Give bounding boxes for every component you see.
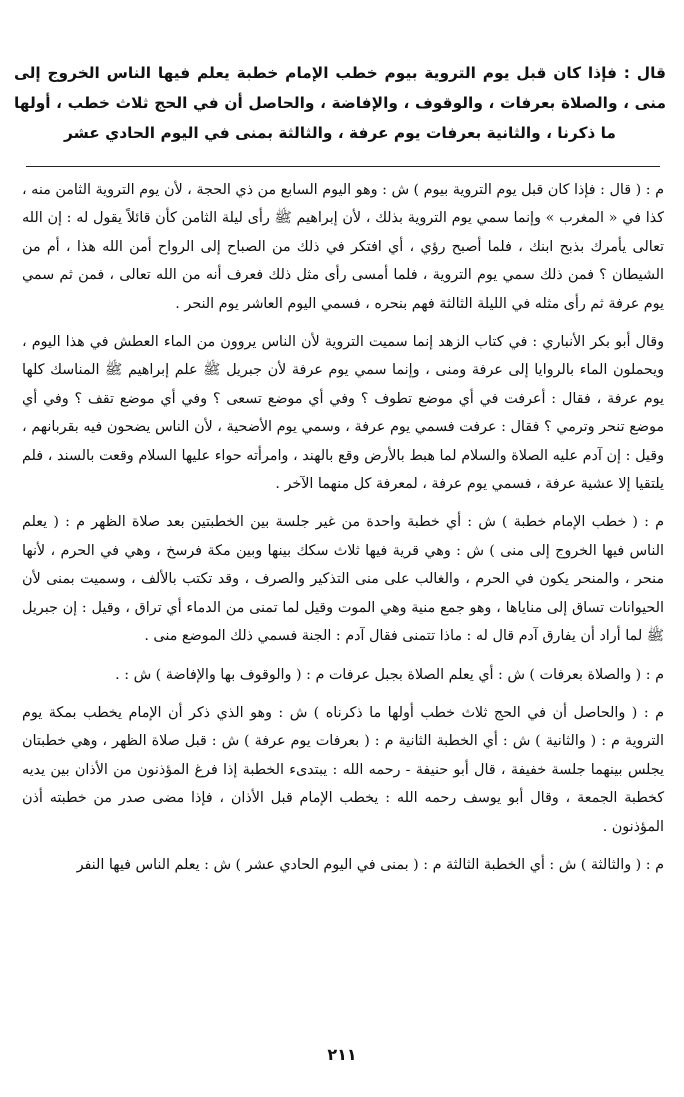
- paragraph: م : ( والثالثة ) ش : أي الخطبة الثالثة م : ( بمنى في اليوم الحادي عشر ) ش : يعلم الناس فيها النفر: [76, 856, 664, 873]
- matn-text: قال : فإذا كان قبل يوم التروية بيوم خطب الإمام خطبة يعلم فيها الناس الخروج إلى منى ، والصلاة بعرفات ، والوقوف ، والإفاضة ، والحاصل أن في الحج ثلاث خطب ، أولها ما ذكرنا ، والثانية بعرفات يوم عرفة ، والثالثة بمنى في اليوم الحادي عشر: [14, 64, 666, 142]
- paragraph: م : ( خطب الإمام خطبة ) ش : أي خطبة واحدة من غير جلسة بين الخطبتين بعد صلاة الظهر م : ( يعلم الناس فيها الخروج إلى منى ) ش : وهي قرية فيها ثلاث سكك بينها وبين مكة فرسخ ، وهي في الحرم ، لأنها منحر ، والمنحر يكون في الحرم ، والغالب على منى التذكير والصرف ، وقد تكتب بالألف ، وسميت بمنى لأن الحيوانات تساق إلى مناياها ، وهو جمع منية وهي الموت وقيل لما تمنى من الدماء أي تراق ، وقيل : إن جبريل ﷺ لما أراد أن يفارق آدم قال له : ماذا تتمنى فقال آدم : الجنة فسمي ذلك الموضع منى .: [22, 514, 664, 645]
- paragraph: وقال أبو بكر الأنباري : في كتاب الزهد إنما سميت التروية لأن الناس يروون من الماء العطش في هذا اليوم ، ويحملون الماء بالروايا إلى عرفة ومنى ، وإنما سمي يوم عرفة لأن جبريل ﷺ علم إبراهيم ﷺ المناسك كلها يوم عرفة ، فقال : أعرفت في أي موضع تطوف ؟ وفي أي موضع تسعى ؟ وفي أي موضع تقف ؟ وفي أي موضع تنحر وترمي ؟ فقال : عرفت فسمي يوم عرفة ، وسمي يوم الأضحية ، لأن الناس يضحون فيه بقربانهم ، وقيل : إن آدم عليه الصلاة والسلام لما هبط بالأرض وقع بالهند ، وامرأته حواء عليها السلام وقعت بالسند ، فلم يلتقيا إلا عشية عرفة ، فسمي يوم عرفة ، لمعرفة كل منهما الآخر .: [22, 334, 664, 493]
- paragraph: م : ( والحاصل أن في الحج ثلاث خطب أولها ما ذكرناه ) ش : وهو الذي ذكر أن الإمام يخطب بمكة يوم التروية م : ( والثانية ) ش : أي الخطبة الثانية م : ( بعرفات يوم عرفة ) ش : قبل صلاة الظهر ، وهي خطبتان يجلس بينهما جلسة خفيفة ، قال أبو حنيفة - رحمه الله : يبتدىء الخطبة إذا فرغ المؤذنون من الأذان بين يديه كخطبة الجمعة ، وقال أبو يوسف رحمه الله : يخطب الإمام قبل الأذان ، فإذا مضى صدر من خطبته أذن المؤذنون .: [22, 704, 664, 835]
- commentary-body: [22, 176, 664, 889]
- paragraph: م : ( والصلاة بعرفات ) ش : أي يعلم الصلاة بجبل عرفات م : ( والوقوف بها والإفاضة ) ش : .: [115, 666, 664, 683]
- separator-line: [26, 166, 660, 167]
- page-number: ٢١١: [327, 1045, 357, 1064]
- paragraph: م : ( قال : فإذا كان قبل يوم التروية بيوم ) ش : وهو اليوم السابع من ذي الحجة ، لأن يوم التروية الثامن منه ، كذا في « المغرب » وإنما سمي يوم التروية بذلك ، لأن إبراهيم ﷺ رأى ليلة الثامن كأن قائلاً يقول له : إن الله تعالى يأمرك بذبح ابنك ، فلما أصبح رؤي ، أي افتكر في ذلك من الصباح إلى الرواح أمن الله هذا ، أم من الشيطان ؟ فمن ذلك سمي يوم التروية ، فلما أمسى رأى مثل ذلك فعرف أنه من الله تعالى ، فمن ثم سمي يوم عرفة ثم رأى مثله في الليلة الثالثة فهم بنحره ، فسمي اليوم العاشر يوم النحر .: [22, 182, 664, 312]
